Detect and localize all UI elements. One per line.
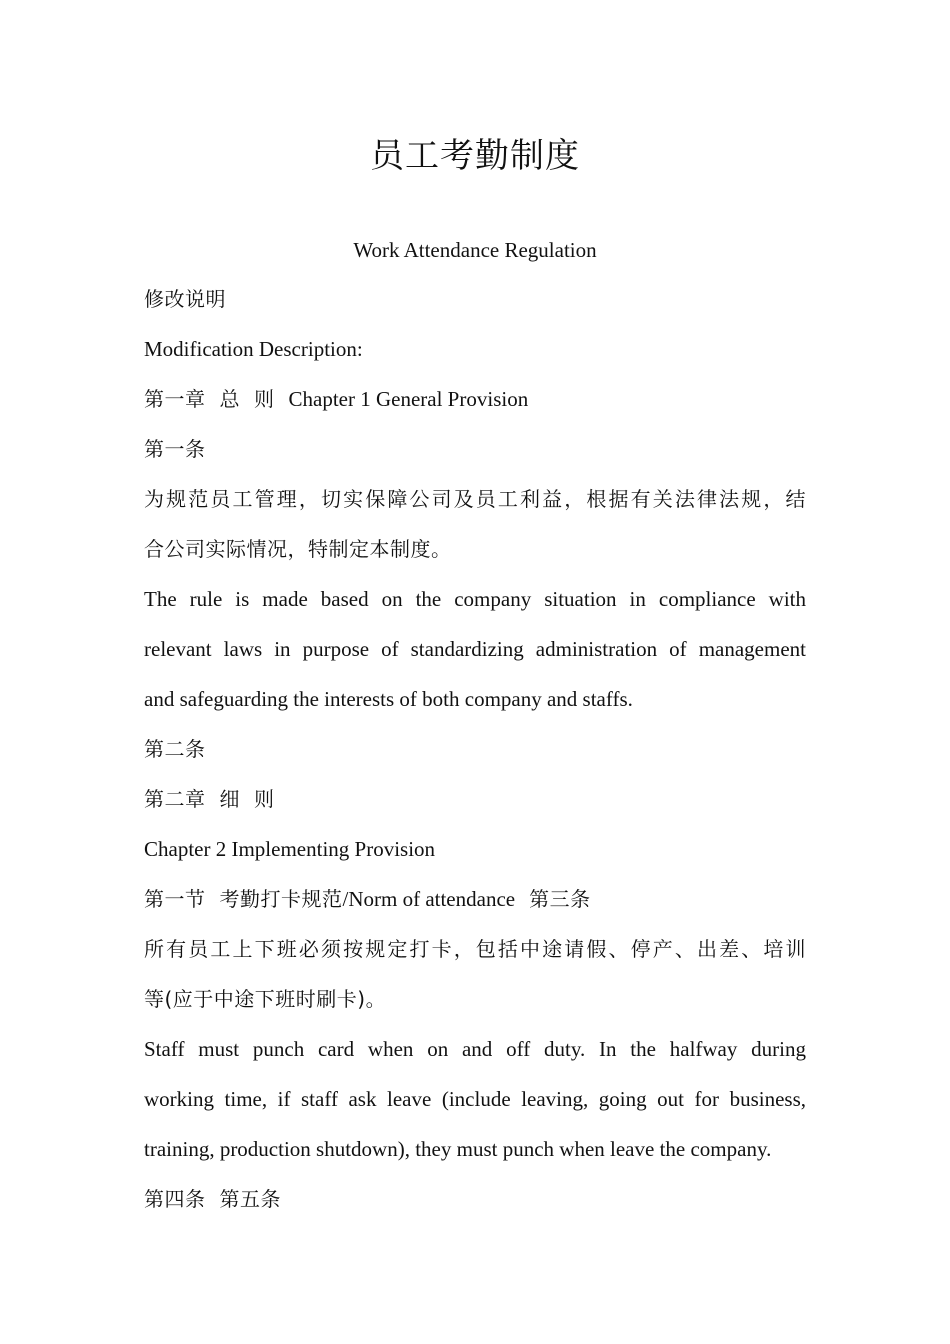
- article1-en-line2: relevant laws in purpose of standardizing administration of management: [144, 637, 806, 661]
- article4-5-heading: [144, 1184, 806, 1234]
- article3-heading: 第三条: [529, 887, 591, 911]
- chapter2-heading-cn: [144, 784, 806, 834]
- chapter1-zong: 总: [219, 387, 240, 411]
- article5-heading: 第五条: [219, 1187, 281, 1211]
- chapter2-prefix: 第二章: [144, 787, 206, 811]
- modification-heading-cn: 修改说明: [144, 287, 226, 311]
- article3-cn-line2: 等(应于中途下班时刷卡)。: [144, 987, 387, 1011]
- section1-heading: [144, 884, 806, 934]
- article4-heading: 第四条: [144, 1187, 206, 1211]
- chapter1-heading: [144, 384, 806, 434]
- chapter2-heading-en: Chapter 2 Implementing Provision: [144, 837, 436, 861]
- article2-heading: 第二条: [144, 737, 206, 761]
- section1-title-en: /Norm of attendance: [342, 887, 516, 911]
- article3-en-line3: training, production shutdown), they must punch when leave the company.: [144, 1137, 772, 1161]
- article1-heading: 第一条: [144, 437, 206, 461]
- chapter1-ze: 则: [254, 387, 275, 411]
- chapter1-prefix: 第一章: [144, 387, 206, 411]
- section1-prefix: 第一节: [144, 887, 206, 911]
- article3-en-line1: Staff must punch card when on and off duty. In the halfway during: [144, 1037, 806, 1061]
- document-title-cn: 员工考勤制度: [370, 136, 580, 176]
- article1-en-line1: The rule is made based on the company situation in compliance with: [144, 587, 806, 611]
- chapter1-title-en: Chapter 1 General Provision: [288, 387, 529, 411]
- document-body: [144, 284, 806, 1234]
- article3-en-line2: working time, if staff ask leave (include leaving, going out for business,: [144, 1087, 806, 1111]
- article1-cn-line1: 为规范员工管理，切实保障公司及员工利益，根据有关法律法规，结: [144, 487, 806, 511]
- article3-cn-line1: 所有员工上下班必须按规定打卡，包括中途请假、停产、出差、培训: [144, 937, 806, 961]
- chapter2-ze: 则: [254, 787, 275, 811]
- article1-en-line3: and safeguarding the interests of both company and staffs.: [144, 687, 633, 711]
- section1-title-cn: 考勤打卡规范: [219, 887, 343, 911]
- chapter2-xi: 细: [219, 787, 240, 811]
- article1-cn-line2: 合公司实际情况，特制定本制度。: [144, 537, 452, 561]
- document-title-en: Work Attendance Regulation: [353, 238, 597, 262]
- modification-heading-en: Modification Description:: [144, 337, 363, 361]
